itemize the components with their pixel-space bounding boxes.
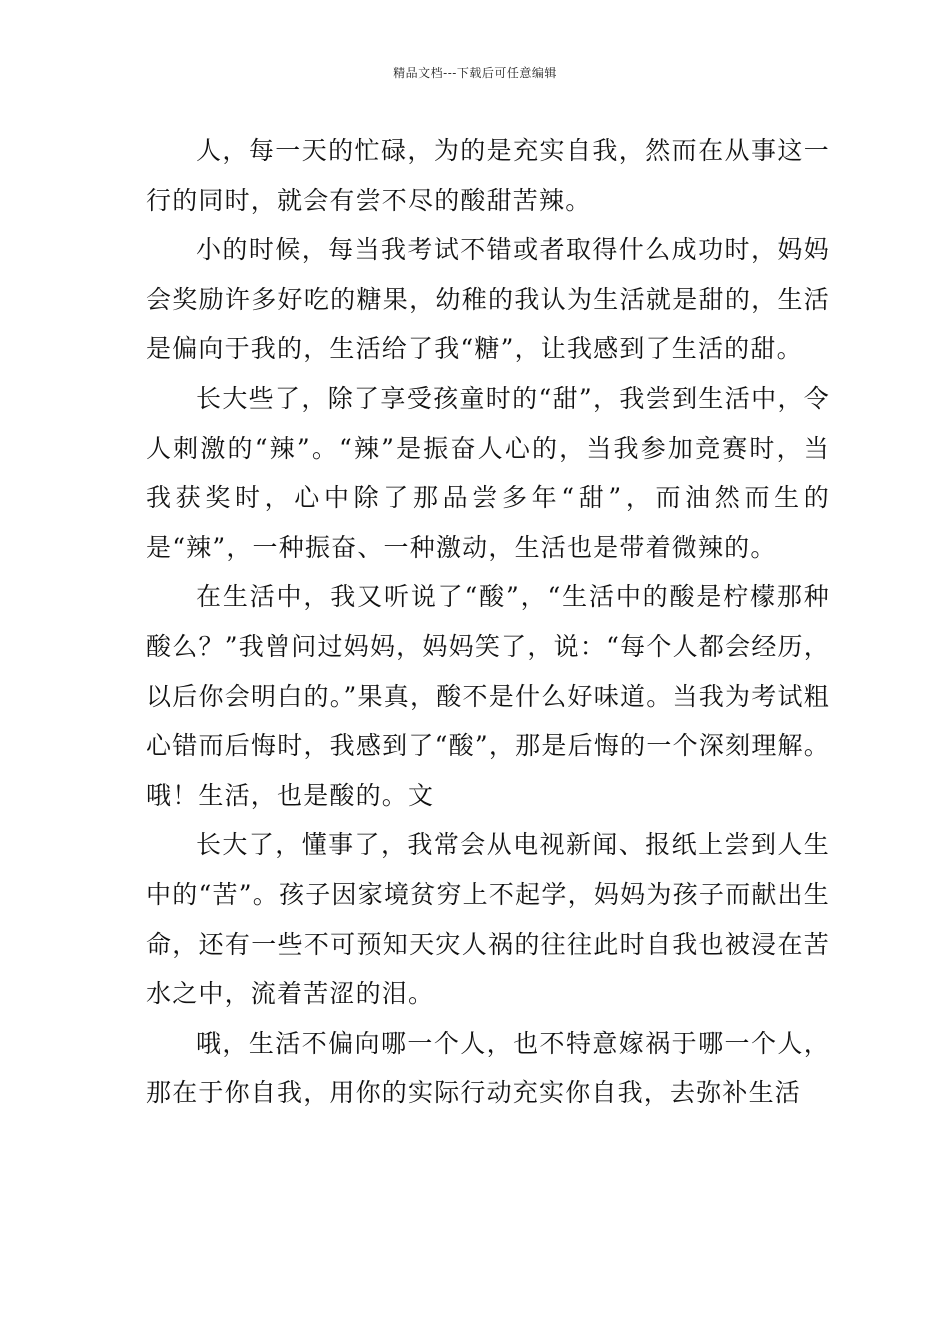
paragraph-5: 长大了，懂事了，我常会从电视新闻、报纸上尝到人生中的“苦”。孩子因家境贫穷上不起学，妈妈为孩子而献出生命，还有一些不可预知天灾人祸的往往此时自我也被浸在苦水之中，流着苦涩的泪。	[146, 830, 830, 1009]
paragraph-1: 人，每一天的忙碌，为的是充实自我，然而在从事这一行的同时，就会有尝不尽的酸甜苦辣。	[146, 136, 830, 215]
paragraph-3: 长大些了，除了享受孩童时的“甜”，我尝到生活中，令人刺激的“辣”。“辣”是振奋人心的，当我参加竞赛时，当我获奖时，心中除了那品尝多年“甜”，而油然而生的是“辣”，一种振奋、一种激动，生活也是带着微辣的。	[146, 383, 830, 562]
paragraph-2: 小的时候，每当我考试不错或者取得什么成功时，妈妈会奖励许多好吃的糖果，幼稚的我认为生活就是甜的，生活是偏向于我的，生活给了我“糖”，让我感到了生活的甜。	[146, 235, 830, 364]
document-body	[146, 126, 830, 1118]
page-header: 精品文档---下载后可任意编辑	[393, 66, 557, 80]
paragraph-4: 在生活中，我又听说了“酸”，“生活中的酸是柠檬那种酸么？”我曾问过妈妈，妈妈笑了，说：“每个人都会经历，以后你会明白的。”果真，酸不是什么好味道。当我为考试粗心错而后悔时，我感到了“酸”，那是后悔的一个深刻理解。哦！生活，也是酸的。文	[146, 582, 830, 810]
paragraph-6: 哦，生活不偏向哪一个人，也不特意嫁祸于哪一个人，那在于你自我，用你的实际行动充实你自我，去弥补生活	[146, 1028, 830, 1108]
